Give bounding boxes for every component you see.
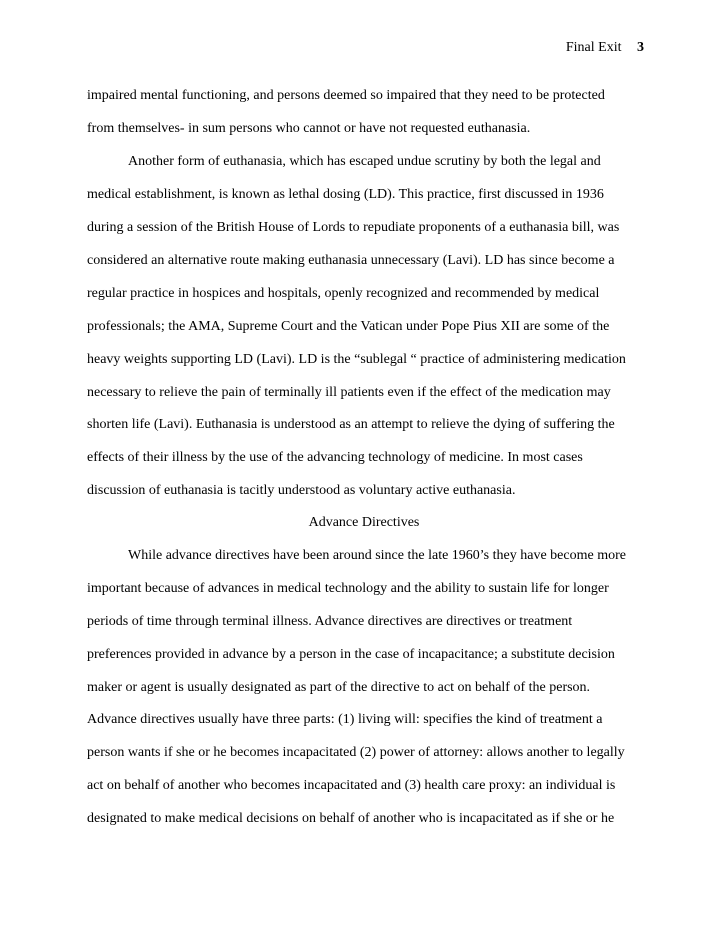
body-line: during a session of the British House of Lords to repudiate proponents of a euthanasia bill, was	[87, 220, 620, 235]
running-head	[566, 39, 644, 57]
body-line: professionals; the AMA, Supreme Court and the Vatican under Pope Pius XII are some of the	[87, 319, 610, 334]
section-heading: Advance Directives	[308, 515, 420, 530]
body-line: medical establishment, is known as lethal dosing (LD). This practice, first discussed in 1936	[87, 187, 604, 202]
body-line: discussion of euthanasia is tacitly understood as voluntary active euthanasia.	[87, 483, 516, 498]
running-head-title: Final Exit	[565, 40, 622, 55]
body-line: person wants if she or he becomes incapacitated (2) power of attorney: allows another to legally	[87, 745, 625, 760]
body-line: regular practice in hospices and hospitals, openly recognized and recommended by medical	[87, 286, 600, 301]
body-line: shorten life (Lavi). Euthanasia is understood as an attempt to relieve the dying of suffering the	[87, 417, 615, 432]
body-line: periods of time through terminal illness. Advance directives are directives or treatment	[87, 614, 573, 629]
body-line: necessary to relieve the pain of terminally ill patients even if the effect of the medication may	[87, 385, 611, 400]
body-line: effects of their illness by the use of the advancing technology of medicine. In most cases	[87, 450, 583, 465]
page-number: 3	[637, 40, 644, 55]
body-line: considered an alternative route making euthanasia unnecessary (Lavi). LD has since become a	[87, 253, 615, 268]
body-line: act on behalf of another who becomes incapacitated and (3) health care proxy: an individual is	[87, 778, 616, 793]
body-line: preferences provided in advance by a person in the case of incapacitance; a substitute decision	[87, 647, 615, 662]
body-line: heavy weights supporting LD (Lavi). LD is the “sublegal “ practice of administering medication	[87, 352, 626, 367]
body-line: from themselves- in sum persons who cannot or have not requested euthanasia.	[87, 121, 531, 136]
paragraph-first-line: Another form of euthanasia, which has escaped undue scrutiny by both the legal and	[128, 154, 601, 169]
body-line: impaired mental functioning, and persons deemed so impaired that they need to be protected	[87, 88, 605, 103]
body-line: designated to make medical decisions on behalf of another who is incapacitated as if she or he	[87, 811, 615, 826]
body-line: Advance directives usually have three parts: (1) living will: specifies the kind of treatment a	[87, 712, 603, 727]
body-line: maker or agent is usually designated as part of the directive to act on behalf of the person.	[87, 680, 591, 695]
paragraph-first-line: While advance directives have been around since the late 1960’s they have become more	[128, 548, 626, 563]
body-line: important because of advances in medical technology and the ability to sustain life for longer	[87, 581, 609, 596]
